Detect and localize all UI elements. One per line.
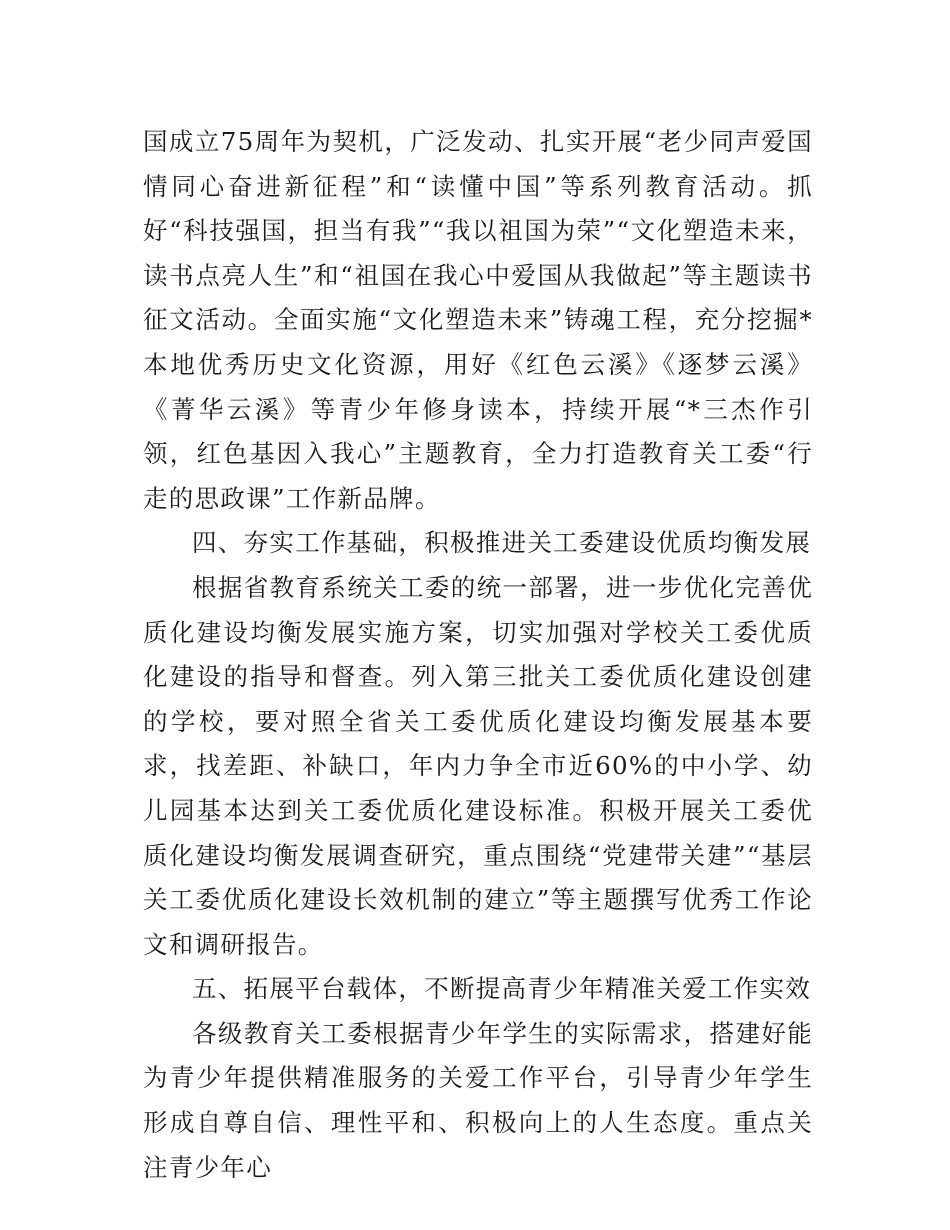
paragraph-continued: 国成立75周年为契机，广泛发动、扎实开展“老少同声爱国情同心奋进新征程”和“读懂中国”等系列教育活动。抓好“科技强国，担当有我”“我以祖国为荣”“文化塑造未来，读书点亮人生”和“祖国在我心中爱国从我做起”等主题读书征文活动。全面实施“文化塑造未来”铸魂工程，充分挖掘*本地优秀历史文化资源，用好《红色云溪》《逐梦云溪》《菁华云溪》等青少年修身读本，持续开展“*三杰作引领，红色基因入我心”主题教育，全力打造教育关工委“行走的思政课”工作新品牌。 [143,127,813,513]
section-heading-five: 五、拓展平台载体，不断提高青少年精准关爱工作实效 [192,974,812,1004]
section-heading-four: 四、夯实工作基础，积极推进关工委建设优质均衡发展 [192,528,812,558]
document-body [143,120,813,1190]
paragraph-section-four: 根据省教育系统关工委的统一部署，进一步优化完善优质化建设均衡发展实施方案，切实加强对学校关工委优质化建设的指导和督查。列入第三批关工委优质化建设创建的学校，要对照全省关工委优质化建设均衡发展基本要求，找差距、补缺口，年内力争全市近60%的中小学、幼儿园基本达到关工委优质化建设标准。积极开展关工委优质化建设均衡发展调查研究，重点围绕“党建带关建”“基层关工委优质化建设长效机制的建立”等主题撰写优秀工作论文和调研报告。 [143,572,813,959]
paragraph-section-five: 各级教育关工委根据青少年学生的实际需求，搭建好能为青少年提供精准服务的关爱工作平台，引导青少年学生形成自尊自信、理性平和、积极向上的人生态度。重点关注青少年心 [143,1018,813,1182]
